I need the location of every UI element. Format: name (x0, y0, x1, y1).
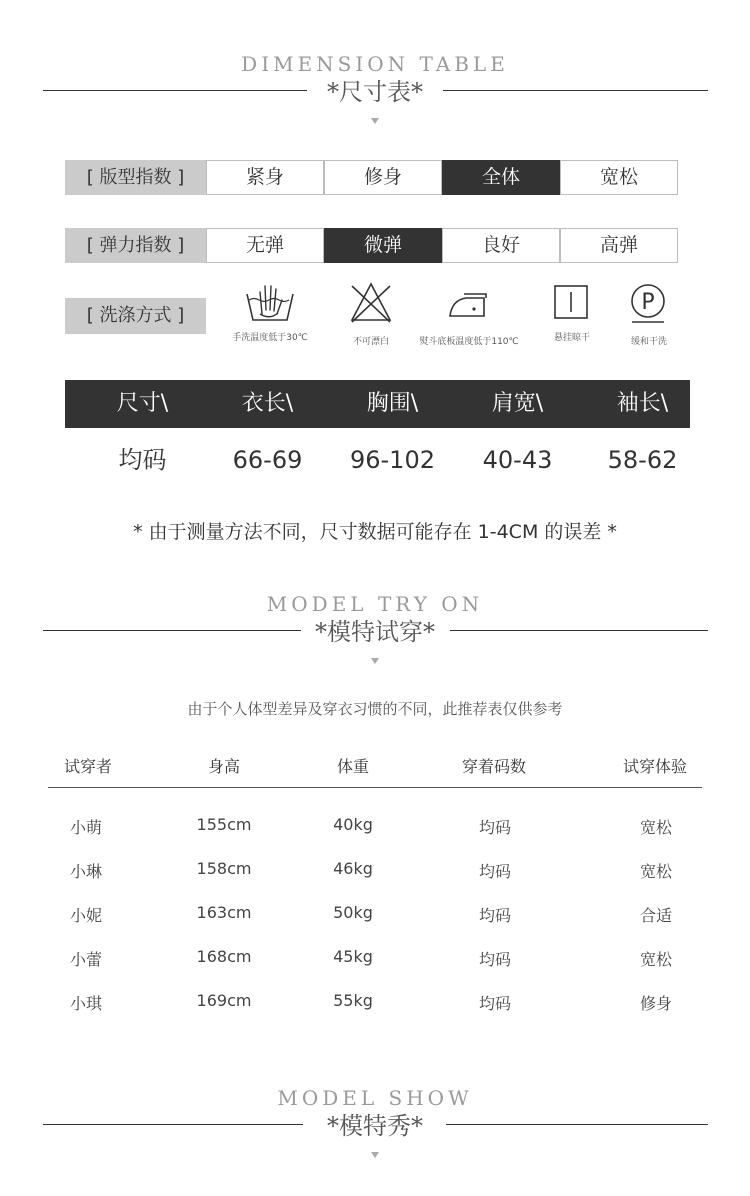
fit-option: 修身 (324, 160, 442, 195)
care-caption: 手洗温度低于30℃ (232, 333, 308, 343)
care-item (316, 280, 426, 350)
care-caption: 缓和干洗 (630, 337, 667, 347)
try-header-cell: 穿着码数 (461, 757, 526, 776)
try-cell: 均码 (478, 950, 511, 969)
size-header-cell: 衣长\ (241, 391, 294, 416)
table-row (48, 903, 702, 927)
triangle-down-icon (371, 1152, 379, 1158)
care-caption: 不可漂白 (352, 337, 389, 347)
svg-text:P: P (641, 290, 655, 315)
try-cell: 小琪 (69, 994, 102, 1013)
fit-option-selected: 全体 (442, 160, 560, 195)
try-cell: 40kg (333, 815, 373, 834)
try-cell: 修身 (639, 994, 672, 1013)
size-table-row (65, 436, 690, 484)
size-cell: 66-69 (232, 446, 303, 474)
care-item (594, 280, 704, 350)
try-header-cell: 试穿体验 (622, 757, 687, 776)
size-header-cell: 肩宽\ (491, 391, 544, 416)
fit-index-label: [ 版型指数 ] (65, 160, 206, 195)
dry-clean-icon (594, 280, 704, 330)
section-title-en: DIMENSION TABLE (241, 52, 509, 76)
try-table-header (48, 750, 702, 780)
size-cell: 40-43 (482, 446, 553, 474)
stretch-option: 高弹 (560, 228, 678, 263)
try-header-cell: 试穿者 (63, 757, 112, 776)
care-item (215, 280, 325, 350)
table-row (48, 815, 702, 839)
try-note: 由于个人体型差异及穿衣习惯的不同，此推荐表仅供参考 (187, 700, 563, 718)
no-bleach-icon (316, 280, 426, 330)
size-note: * 由于测量方法不同，尺寸数据可能存在 1-4CM 的误差 * (133, 521, 617, 543)
fit-option: 宽松 (560, 160, 678, 195)
try-cell: 小萌 (69, 818, 102, 837)
try-cell: 45kg (333, 947, 373, 966)
try-table-divider (48, 787, 702, 788)
size-cell: 58-62 (607, 446, 678, 474)
try-cell: 168cm (196, 947, 252, 966)
section-header-dimension (0, 52, 750, 142)
try-cell: 宽松 (639, 950, 672, 969)
section-header-model-show (0, 1086, 750, 1176)
try-cell: 155cm (196, 815, 252, 834)
stretch-option-selected: 微弹 (324, 228, 442, 263)
stretch-option: 无弹 (206, 228, 324, 263)
section-title-cn: *模特试穿* (315, 618, 435, 646)
size-header-cell: 胸围\ (366, 391, 419, 416)
section-title-en: MODEL SHOW (277, 1086, 473, 1110)
size-header-cell: 袖长\ (616, 391, 669, 416)
try-cell: 158cm (196, 859, 252, 878)
triangle-down-icon (371, 118, 379, 124)
table-row (48, 859, 702, 883)
size-cell: 均码 (118, 446, 167, 474)
try-cell: 163cm (196, 903, 252, 922)
section-header-try-on (0, 592, 750, 682)
table-row (48, 947, 702, 971)
care-label: [ 洗涤方式 ] (65, 298, 206, 334)
try-cell: 46kg (333, 859, 373, 878)
section-title-en: MODEL TRY ON (266, 592, 484, 616)
stretch-option: 良好 (442, 228, 560, 263)
section-title-cn: *模特秀* (327, 1112, 423, 1140)
try-cell: 50kg (333, 903, 373, 922)
try-cell: 小琳 (69, 862, 102, 881)
hand-wash-icon (215, 280, 325, 330)
try-cell: 55kg (333, 991, 373, 1010)
try-cell: 均码 (478, 906, 511, 925)
table-row (48, 991, 702, 1015)
care-caption: 熨斗底板温度低于110℃ (419, 337, 519, 347)
iron-icon (414, 280, 524, 330)
size-table-header (65, 380, 690, 428)
care-caption: 悬挂晾干 (553, 333, 590, 343)
care-item (414, 280, 524, 350)
size-cell: 96-102 (349, 446, 435, 474)
try-cell: 合适 (639, 906, 672, 925)
stretch-index-label: [ 弹力指数 ] (65, 228, 206, 263)
try-cell: 宽松 (639, 862, 672, 881)
try-header-cell: 身高 (207, 757, 240, 776)
size-header-cell: 尺寸\ (116, 391, 169, 416)
try-cell: 均码 (478, 862, 511, 881)
section-title-cn: *尺寸表* (327, 78, 423, 106)
try-cell: 宽松 (639, 818, 672, 837)
triangle-down-icon (371, 658, 379, 664)
try-header-cell: 体重 (336, 757, 369, 776)
try-cell: 均码 (478, 994, 511, 1013)
try-cell: 均码 (478, 818, 511, 837)
fit-option: 紧身 (206, 160, 324, 195)
try-cell: 小蕾 (69, 950, 102, 969)
try-cell: 169cm (196, 991, 252, 1010)
try-cell: 小妮 (69, 906, 102, 925)
